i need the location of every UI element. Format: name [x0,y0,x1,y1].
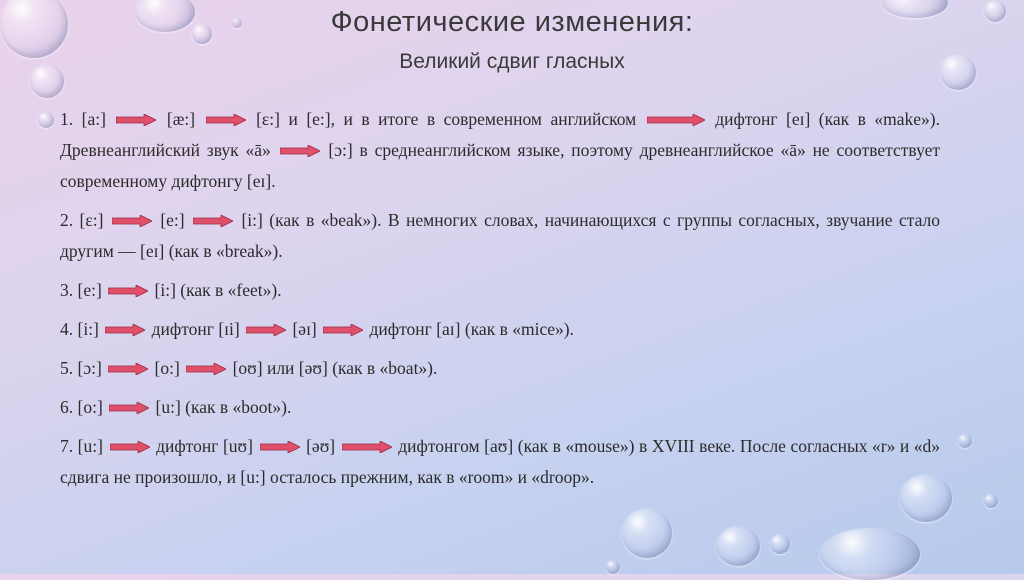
text-segment: дифтонг [aɪ] (как в «mice»). [369,319,574,339]
bubble-decoration [820,528,920,580]
text-segment: дифтонг [uʊ] [156,436,253,456]
bubble-decoration [958,434,972,448]
arrow-right-icon [105,324,145,336]
text-segment: дифтонг [ɪi] [151,319,240,339]
text-segment: 7. [u:] [60,436,103,456]
arrow-right-icon [323,324,363,336]
bubble-decoration [606,560,620,574]
arrow-right-icon [647,114,705,126]
text-segment: [oʊ] или [əʊ] (как в «boat»). [232,358,438,378]
arrow-right-icon [110,441,150,453]
slide-subtitle: Великий сдвиг гласных [399,50,625,73]
bubble-decoration [716,526,760,566]
slide-content [60,104,940,501]
bubble-decoration [984,494,998,508]
arrow-right-icon [280,145,320,157]
arrow-right-icon [186,363,226,375]
arrow-right-icon [112,215,152,227]
text-segment: [æ:] [166,109,196,129]
text-segment: [əʊ] [306,436,336,456]
bubble-decoration [622,508,672,558]
paragraph-7 [60,431,940,493]
paragraph-5 [60,353,940,384]
text-segment: 5. [ɔ:] [60,358,102,378]
text-segment: [əɪ] [292,319,317,339]
bubble-decoration [770,534,790,554]
bubble-decoration [38,112,54,128]
text-segment: [i:] (как в «feet»). [154,280,282,300]
text-segment: 1. [a:] [60,109,106,129]
text-segment: 6. [o:] [60,397,103,417]
arrow-right-icon [108,285,148,297]
arrow-right-icon [108,363,148,375]
paragraph-4 [60,314,940,345]
paragraph-1 [60,104,940,197]
arrow-right-icon [193,215,233,227]
arrow-right-icon [342,441,392,453]
paragraph-2 [60,205,940,267]
text-segment: дифтонгом [aʊ] (как в «mouse») в XVIII веке. После согласных «r» и «d» сдвига не произошло, и [u:] осталось прежним, как в «room» и «droop». [60,436,941,487]
text-segment: [ɛ:] и [e:], и в итоге в современном английском [256,109,637,129]
text-segment: [e:] [160,210,185,230]
text-segment: [o:] [154,358,180,378]
arrow-right-icon [116,114,156,126]
arrow-right-icon [109,402,149,414]
text-segment: 4. [i:] [60,319,99,339]
text-segment: 3. [e:] [60,280,102,300]
arrow-right-icon [246,324,286,336]
text-segment: дифтонг [eɪ] (как в «make»). Древнеанглийский звук «ā» [60,109,940,160]
text-segment: 2. [ɛ:] [60,210,104,230]
slide-title: Фонетические изменения: [330,6,694,38]
paragraph-6 [60,392,940,423]
paragraph-3 [60,275,940,306]
arrow-right-icon [206,114,246,126]
arrow-right-icon [260,441,300,453]
text-segment: [u:] (как в «boot»). [155,397,292,417]
text-segment: [i:] (как в «beak»). В немногих словах, начинающихся с группы согласных, звучание стало другим — [eɪ] (как в «break»). [60,210,941,261]
text-segment: [ɔ:] в среднеанглийском языке, поэтому древнеанглийское «ā» не соответствует современному дифтонгу [eɪ]. [60,140,941,191]
